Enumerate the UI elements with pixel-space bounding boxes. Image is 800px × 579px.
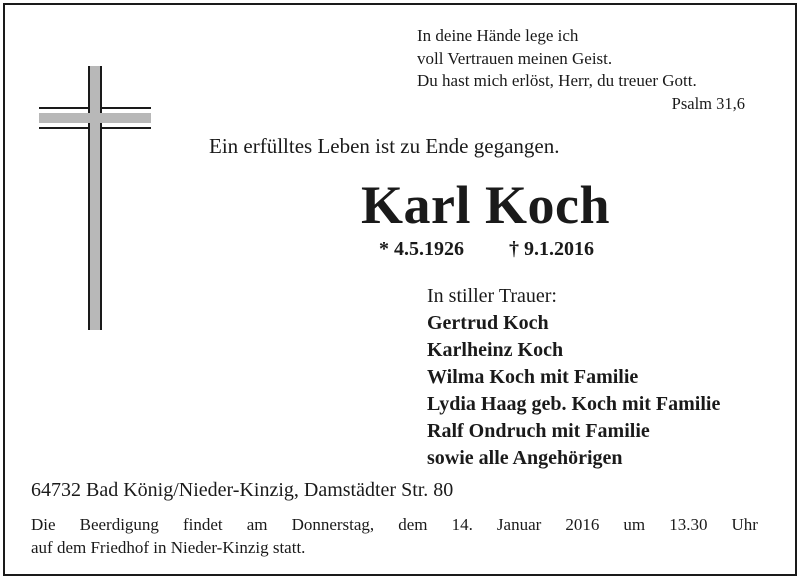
latin-cross-icon: [35, 64, 157, 332]
funeral-word: dem: [398, 515, 428, 534]
verse-reference: Psalm 31,6: [671, 93, 745, 113]
funeral-word: Uhr: [731, 515, 758, 534]
funeral-word: Die: [31, 515, 56, 534]
funeral-line-2: auf dem Friedhof in Nieder-Kinzig statt.: [31, 538, 306, 557]
mourners-label: In stiller Trauer:: [427, 285, 557, 307]
bible-verse: [417, 25, 755, 115]
family-address: 64732 Bad König/Nieder-Kinzig, Damstädter Str. 80: [31, 479, 454, 501]
funeral-word: Beerdigung: [79, 515, 159, 534]
funeral-word: findet: [183, 515, 223, 534]
mourner-name: Gertrud Koch: [427, 312, 549, 334]
funeral-word: Donnerstag,: [291, 515, 375, 534]
mourner-name: Karlheinz Koch: [427, 339, 564, 361]
funeral-word: Januar: [496, 515, 542, 534]
mourner-name: Lydia Haag geb. Koch mit Familie: [427, 393, 721, 415]
verse-line: In deine Hände lege ich: [417, 26, 579, 45]
deceased-name: Karl Koch: [361, 175, 610, 235]
verse-line: voll Vertrauen meinen Geist.: [417, 48, 613, 68]
funeral-line-1: [31, 513, 758, 536]
intro-text: Ein erfülltes Leben ist zu Ende gegangen.: [209, 134, 560, 158]
funeral-word: 2016: [565, 515, 600, 534]
funeral-info: [31, 513, 758, 559]
mourners-list: [427, 283, 720, 472]
mourner-name: Wilma Koch mit Familie: [427, 366, 639, 388]
funeral-word: um: [623, 515, 646, 534]
birth-date: * 4.5.1926: [379, 238, 464, 260]
mourner-name: Ralf Ondruch mit Familie: [427, 420, 650, 442]
mourner-name: sowie alle Angehörigen: [427, 447, 623, 469]
verse-line: Du hast mich erlöst, Herr, du treuer Gott.: [417, 71, 697, 90]
funeral-word: 13.30: [669, 515, 708, 534]
death-date: † 9.1.2016: [509, 238, 594, 260]
funeral-word: am: [246, 515, 268, 534]
funeral-word: 14.: [451, 515, 473, 534]
